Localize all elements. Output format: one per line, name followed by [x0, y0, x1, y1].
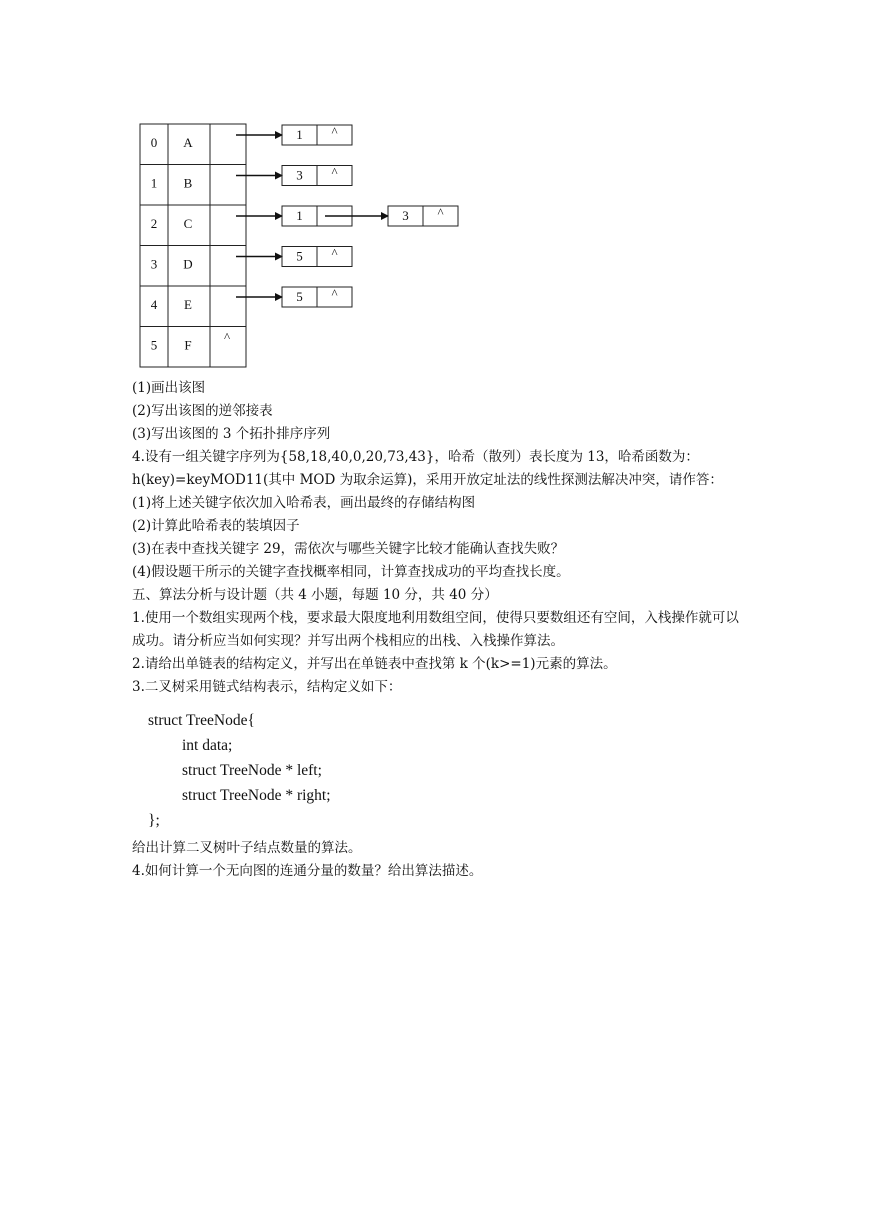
null-pointer-mark: ^	[331, 285, 338, 301]
code-line-1: struct TreeNode{	[148, 712, 255, 729]
q3-part2: (2)写出该图的逆邻接表	[132, 403, 273, 419]
question-text	[132, 377, 752, 883]
first-arc-cell	[210, 286, 246, 327]
q4-part4: (4)假设题干所示的关键字查找概率相同，计算查找成功的平均查找长度。	[132, 564, 570, 580]
vertex-label: A	[183, 135, 193, 151]
q4-part1: (1)将上述关键字依次加入哈希表，画出最终的存储结构图	[132, 495, 476, 511]
code-line-5: };	[148, 812, 160, 829]
vertex-index: 2	[150, 216, 158, 232]
adjvex-label: 5	[296, 248, 303, 264]
problem-5-3-task: 给出计算二叉树叶子结点数量的算法。	[132, 840, 362, 856]
problem-5-2: 2.请给出单链表的结构定义，并写出在单链表中查找第 k 个(k>=1)元素的算法。	[132, 656, 617, 672]
code-block	[132, 708, 752, 833]
code-line-3: struct TreeNode * left;	[182, 762, 322, 779]
arc-nodes	[236, 124, 458, 307]
adjacency-list-diagram	[0, 0, 869, 372]
null-pointer-mark: ^	[331, 245, 338, 261]
q4-part3: (3)在表中查找关键字 29，需依次与哪些关键字比较才能确认查找失败？	[132, 541, 565, 557]
q4-intro: 4.设有一组关键字序列为{58,18,40,0,20,73,43}，哈希（散列）表长度为 13，哈希函数为：h(key)=keyMOD11(其中 MOD 为取余运算)，采用开放定址法的线性探测法解决冲突，请作答：	[132, 449, 723, 488]
vertex-label: C	[183, 216, 193, 232]
vertex-index: 5	[150, 337, 158, 353]
adjvex-label: 1	[296, 207, 303, 223]
null-pointer-mark: ^	[331, 123, 338, 139]
adjvex-label: 3	[402, 207, 409, 223]
adjvex-label: 1	[296, 126, 303, 142]
vertex-index: 4	[150, 297, 158, 313]
section-5-heading: 五、算法分析与设计题（共 4 小题，每题 10 分，共 40 分）	[132, 587, 498, 603]
vertex-label: D	[183, 256, 193, 272]
null-pointer-mark: ^	[437, 204, 444, 220]
q3-part1: (1)画出该图	[132, 380, 206, 396]
vertex-index: 1	[150, 175, 158, 191]
first-arc-cell	[210, 124, 246, 165]
vertex-label: F	[184, 337, 192, 353]
vertex-label: B	[183, 175, 193, 191]
null-pointer-mark: ^	[331, 164, 338, 180]
code-line-2: int data;	[182, 737, 233, 754]
first-arc-cell	[210, 165, 246, 206]
vertex-index: 3	[150, 256, 158, 272]
problem-5-3: 3.二叉树采用链式结构表示，结构定义如下：	[132, 679, 402, 695]
q4-part2: (2)计算此哈希表的装填因子	[132, 518, 300, 534]
adjvex-label: 3	[296, 167, 303, 183]
q3-part3: (3)写出该图的 3 个拓扑排序序列	[132, 426, 331, 442]
problem-5-4: 4.如何计算一个无向图的连通分量的数量？给出算法描述。	[132, 863, 483, 879]
adjvex-label: 5	[296, 288, 303, 304]
vertex-label: E	[184, 297, 192, 313]
first-arc-cell	[210, 246, 246, 287]
problem-5-1: 1.使用一个数组实现两个栈，要求最大限度地利用数组空间，使得只要数组还有空间，入栈操作就可以成功。请分析应当如何实现？并写出两个栈相应的出栈、入栈操作算法。	[132, 610, 739, 649]
null-pointer-mark: ^	[223, 329, 231, 345]
code-line-4: struct TreeNode * right;	[182, 787, 331, 804]
first-arc-cell	[210, 205, 246, 246]
vertex-table	[140, 124, 246, 367]
vertex-index: 0	[150, 135, 158, 151]
